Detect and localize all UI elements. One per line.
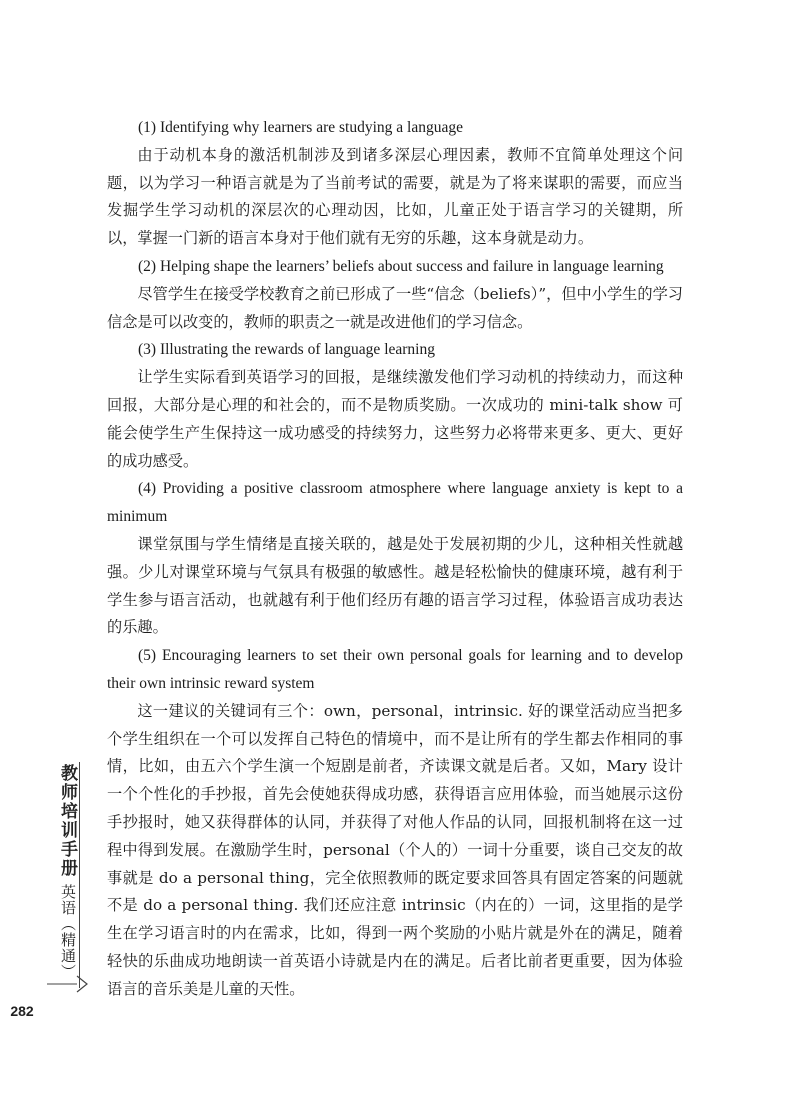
tab-divider xyxy=(79,762,80,988)
section-heading-4: (4) Providing a positive classroom atmosphere where language anxiety is kept to a minimum xyxy=(107,480,683,526)
section-heading-5: (5) Encouraging learners to set their own personal goals for learning and to develop their own intrinsic reward system xyxy=(107,647,683,692)
page-number: 282 xyxy=(10,1003,34,1019)
body-paragraph-2: 尽管学生在接受学校教育之前已形成了一些“信念（beliefs）”，但中小学生的学习信念是可以改变的，教师的职责之一就是改进他们的学习信念。 xyxy=(107,284,683,331)
book-title: 教师培训手册 xyxy=(57,764,77,878)
subject-label: 英语（精通） xyxy=(59,884,77,980)
section-heading-1: (1) Identifying why learners are studying a language xyxy=(138,119,463,136)
body-paragraph-4: 课堂氛围与学生情绪是直接关联的，越是处于发展初期的少儿，这种相关性就越强。少儿对课堂环境与气氛具有极强的敏感性。越是轻松愉快的健康环境，越有利于学生参与语言活动，也就越有利于他们经历有趣的语言学习过程，体验语言成功表达的乐趣。 xyxy=(107,534,683,637)
chevron-right-icon xyxy=(47,974,91,994)
section-heading-3: (3) Illustrating the rewards of language learning xyxy=(138,341,435,359)
section-heading-2: (2) Helping shape the learners’ beliefs about success and failure in language learning xyxy=(138,257,664,275)
main-text xyxy=(107,114,683,1004)
body-paragraph-5: 这一建议的关键词有三个：own，personal，intrinsic. 好的课堂活动应当把多个学生组织在一个可以发挥自己特色的情境中，而不是让所有的学生都去作相同的事情，比如，由五六个学生演一个短剧是前者，齐读课文就是后者。又如，Mary 设计一个个性化的手抄报，首先会使她获得成功感，获得语言应用体验，而当她展示这份手抄报时，她又获得群体的认同，并获得了对他人作品的认同，回报机制将在这一过程中得到发展。在激励学生时，personal（个人的）一词十分重要，谈自己交友的故事就是 do a personal thing，完全依照教师的既定要求回答具有固定答案的问题就不是 do a personal thing. 我们还应注意 intrinsic（内在的）一词，这里指的是学生在学习语言时的内在需求，比如，得到一两个奖励的小贴片就是外在的满足，随着轻快的乐曲成功地朗读一首英语小诗就是内在的满足。后者比前者更重要，因为体验语言的音乐美是儿童的天性。 xyxy=(107,701,683,998)
body-paragraph-3: 让学生实际看到英语学习的回报，是继续激发他们学习动机的持续动力，而这种回报，大部分是心理的和社会的，而不是物质奖励。一次成功的 mini-talk show 可能会使学生产生保持这一成功感受的持续努力，这些努力必将带来更多、更大、更好的成功感受。 xyxy=(107,368,683,470)
body-paragraph-1: 由于动机本身的激活机制涉及到诸多深层心理因素，教师不宜简单处理这个问题，以为学习一种语言就是为了当前考试的需要，就是为了将来谋职的需要，而应当发掘学生学习动机的深层次的心理动因，比如，儿童正处于语言学习的关键期，所以，掌握一门新的语言本身对于他们就有无穷的乐趣，这本身就是动力。 xyxy=(107,145,683,248)
margin-tab xyxy=(47,762,83,1002)
